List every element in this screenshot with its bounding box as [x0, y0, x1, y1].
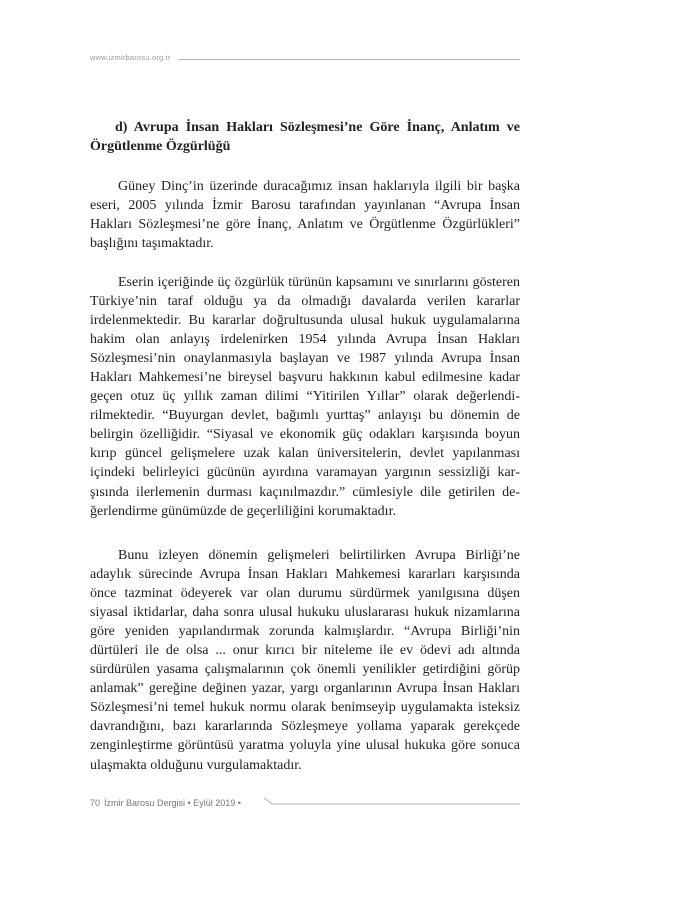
page-header [90, 52, 520, 66]
header-url: www.izmirbarosu.org.tr [90, 53, 171, 62]
section-heading [90, 118, 520, 156]
footer-text [90, 797, 241, 810]
journal-title: İzmir Barosu Dergisi • Eylül 2019 • [104, 798, 241, 808]
header-rule [178, 59, 520, 60]
page-footer [90, 797, 520, 811]
paragraph-2 [90, 273, 520, 521]
paragraph-text: Güney Dinç’in üzerinde duracağımız insan haklarıyla ilgili bir başka eseri, 2005 yılında İzmir Barosu tarafından yayınlanan “Avrupa İnsan Hakları Sözleşmesi’ne göre İnanç, Anlatım ve Örgütlenme Özgürlükleri” başlığını taşımaktadır. [90, 179, 520, 252]
paragraph-text: Eserin içeriğinde üç özgürlük türünün kapsamını ve sınırlarını gösteren Türkiye’nin taraf olduğu ya da olmadığı davalarda verilen kararlar irdelenmektedir. Bu kararlar doğrultusunda ulusal hukuk uygulamalarına hakim olan anlayış irdelenirken 1954 yılında Avrupa İnsan Hakları Sözleşmesi’nin onaylanmasıyla başlayan ve 1987 yılında Avrupa İnsan Hakları Mahkemesi’ne bireysel başvuru hakkının kabul edilmesine kadar geçen otuz üç yıllık zaman dilimi “Yitirilen Yıllar” olarak değerlendirilmektedir. “Buyurgan devlet, bağımlı yurttaş” anlayışı bu dönemin de belirgin özelliğidir. “Siyasal ve ekonomik güç odakları karşısında boyun kırıp güncel gelişmelere uzak kalan üniversitelerin, devlet yapılanması içindeki belirleyici gücünün ayırdına varamayan yargının sessizliği karşısında ilerlemenin durması kaçınılmazdır.” cümlesiyle dile getirilen değerlendirme günümüzde de geçerliliğini korumaktadır. [90, 275, 520, 519]
footer-chevron-rule [264, 797, 520, 809]
paragraph-3 [90, 546, 520, 775]
paragraph-text: Bunu izleyen dönemin gelişmeleri belirtilirken Avrupa Birliği’ne adaylık sürecinde Avrupa İnsan Hakları Mahkemesi kararları karşısında önce tazminat ödeyerek var olan durumu sürdürmek yanılgısına düşen siyasal iktidarlar, daha sonra ulusal hukuku uluslararası hukuk nizamlarına göre yeniden yapılandırmak zorunda kalmışlardır. “Avrupa Birliği’nin dürtüleri ile de olsa ... onur kırıcı bir niteleme ile ev ödevi adı altında sürdürülen yasama çalışmalarının çok önemli yenilikler getirdiğini görüp anlamak” gereğine değinen yazar, yargı organlarının Avrupa İnsan Hakları Sözleşmesi’ni temel hukuk normu olarak benimseyip uygulamakta isteksiz davrandığını, bazı kararlarında Sözleşmeye yollama yaparak gerekçede zenginleştirme görüntüsü yaratma yoluyla yine ulusal hukuka göre sonuca ulaşmakta olduğunu vurgulamaktadır. [90, 548, 520, 773]
section-heading-line2: Örgütlenme Özgürlüğü [90, 139, 231, 154]
paragraph-1 [90, 177, 520, 253]
section-heading-line1: d) Avrupa İnsan Hakları Sözleşmesi’ne Göre İnanç, Anlatım ve [115, 120, 520, 135]
page-number: 70 [90, 798, 101, 808]
